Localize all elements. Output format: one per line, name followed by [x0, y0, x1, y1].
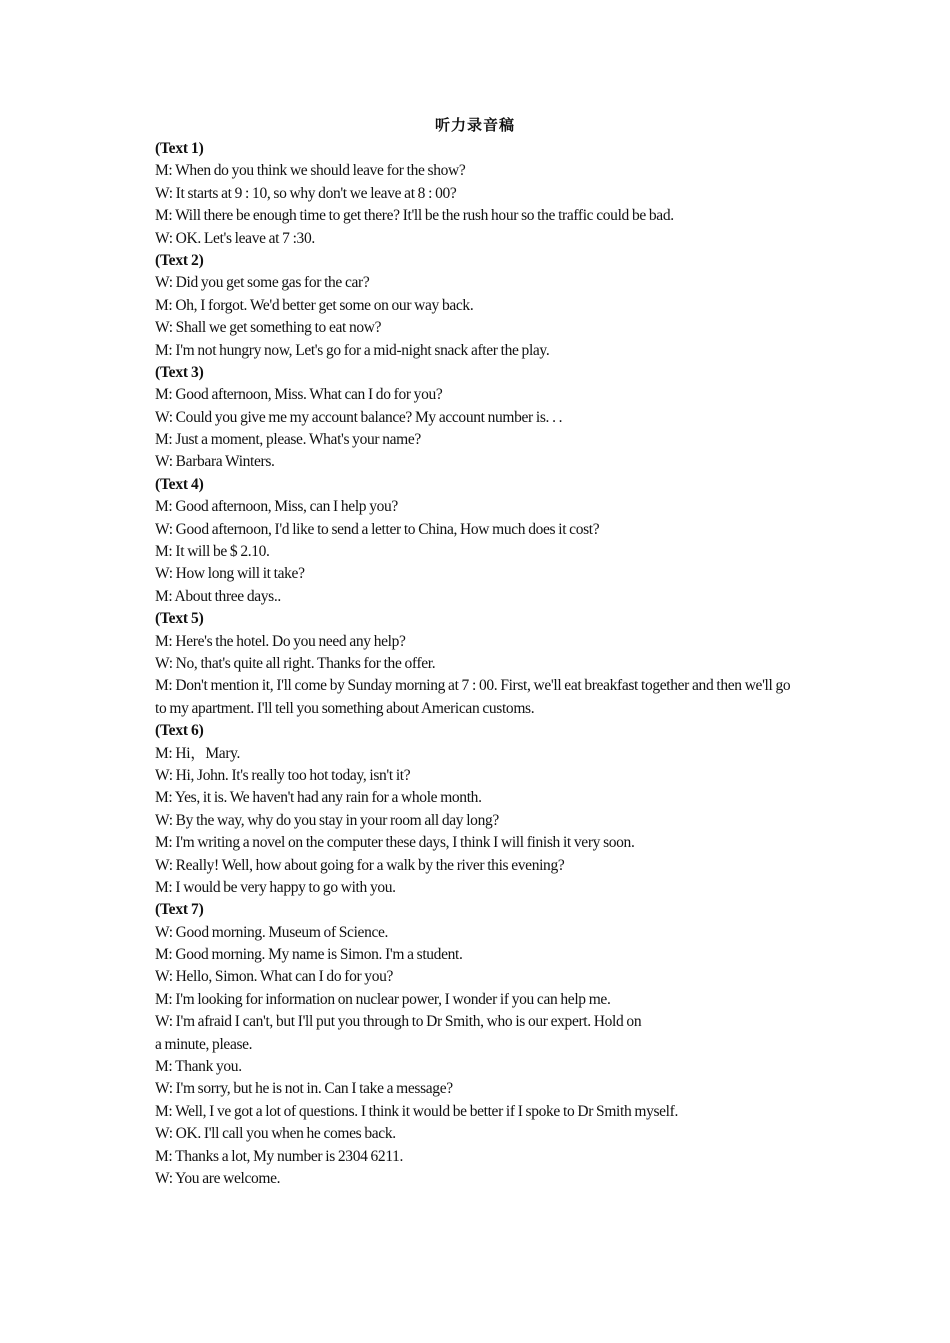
dialogue-line: W: Hello, Simon. What can I do for you? — [155, 968, 394, 986]
section-heading: (Text 1) — [155, 140, 204, 157]
dialogue-line: M: When do you think we should leave for the show? — [155, 162, 466, 180]
dialogue-line: M: Well, I ve got a lot of questions. I think it would be better if I spoke to Dr Smith myself. — [155, 1102, 678, 1120]
section-heading: (Text 7) — [155, 901, 204, 919]
dialogue-line: M: It will be $ 2.10. — [155, 543, 270, 561]
dialogue-line: M: Yes, it is. We haven't had any rain for a whole month. — [155, 789, 482, 807]
dialogue-line: M: Here's the hotel. Do you need any help? — [155, 632, 406, 650]
dialogue-line: W: Hi, John. It's really too hot today, isn't it? — [155, 766, 411, 784]
dialogue-line: M: Hi，Mary. — [155, 744, 241, 762]
section-heading: (Text 2) — [155, 251, 204, 269]
dialogue-line: W: You are welcome. — [155, 1170, 281, 1187]
section-heading: (Text 6) — [155, 722, 204, 740]
document-title: 听力录音稿 — [434, 116, 515, 134]
dialogue-line: W: OK. I'll call you when he comes back. — [155, 1125, 396, 1143]
dialogue-line: M: I'm not hungry now, Let's go for a mid-night snack after the play. — [155, 341, 550, 359]
dialogue-line: W: No, that's quite all right. Thanks for the offer. — [155, 654, 436, 672]
dialogue-line: M: Thank you. — [155, 1058, 242, 1076]
dialogue-line: W: Really! Well, how about going for a walk by the river this evening? — [155, 856, 565, 874]
dialogue-line: W: Barbara Winters. — [155, 453, 275, 471]
dialogue-line: W: It starts at 9 : 10, so why don't we leave at 8 : 00? — [155, 184, 457, 202]
transcript-body — [155, 138, 805, 1190]
section-heading: (Text 5) — [155, 610, 204, 628]
dialogue-line: W: I'm sorry, but he is not in. Can I take a message? — [155, 1080, 453, 1098]
dialogue-line: M: I'm looking for information on nuclear power, I wonder if you can help me. — [155, 990, 611, 1008]
dialogue-line: W: I'm afraid I can't, but I'll put you through to Dr Smith, who is our expert. Hold on — [155, 1013, 642, 1031]
dialogue-line: M: Oh, I forgot. We'd better get some on our way back. — [155, 296, 474, 314]
dialogue-line: M: Good afternoon, Miss. What can I do for you? — [155, 386, 443, 404]
dialogue-line: W: Shall we get something to eat now? — [155, 319, 382, 337]
dialogue-line: W: Did you get some gas for the car? — [155, 274, 370, 292]
dialogue-line: M: I'm writing a novel on the computer these days, I think I will finish it very soon. — [155, 834, 635, 852]
dialogue-line: M: Thanks a lot, My number is 2304 6211. — [155, 1147, 404, 1165]
dialogue-line: W: By the way, why do you stay in your room all day long? — [155, 811, 499, 829]
dialogue-line: M: I would be very happy to go with you. — [155, 878, 396, 896]
dialogue-line: W: Good afternoon, I'd like to send a letter to China, How much does it cost? — [155, 520, 600, 538]
section-heading: (Text 4) — [155, 475, 204, 493]
dialogue-line: M: Don't mention it, I'll come by Sunday morning at 7 : 00. First, we'll eat breakfast together and then we'll go to my apartment. I'll tell you something about American customs. — [155, 677, 791, 717]
dialogue-line: W: Good morning. Museum of Science. — [155, 923, 389, 941]
dialogue-line: M: About three days.. — [155, 587, 281, 605]
dialogue-line: W: OK. Let's leave at 7 :30. — [155, 229, 315, 247]
dialogue-line: M: Good afternoon, Miss, can I help you? — [155, 498, 398, 516]
dialogue-line: M: Good morning. My name is Simon. I'm a student. — [155, 946, 463, 964]
dialogue-line: M: Just a moment, please. What's your name? — [155, 431, 421, 449]
dialogue-line: W: How long will it take? — [155, 565, 305, 583]
dialogue-line: W: Could you give me my account balance? My account number is. . . — [155, 408, 563, 426]
dialogue-line: M: Will there be enough time to get there? It'll be the rush hour so the traffic could be bad. — [155, 207, 674, 225]
dialogue-line: a minute, please. — [155, 1035, 253, 1053]
section-heading: (Text 3) — [155, 363, 204, 381]
